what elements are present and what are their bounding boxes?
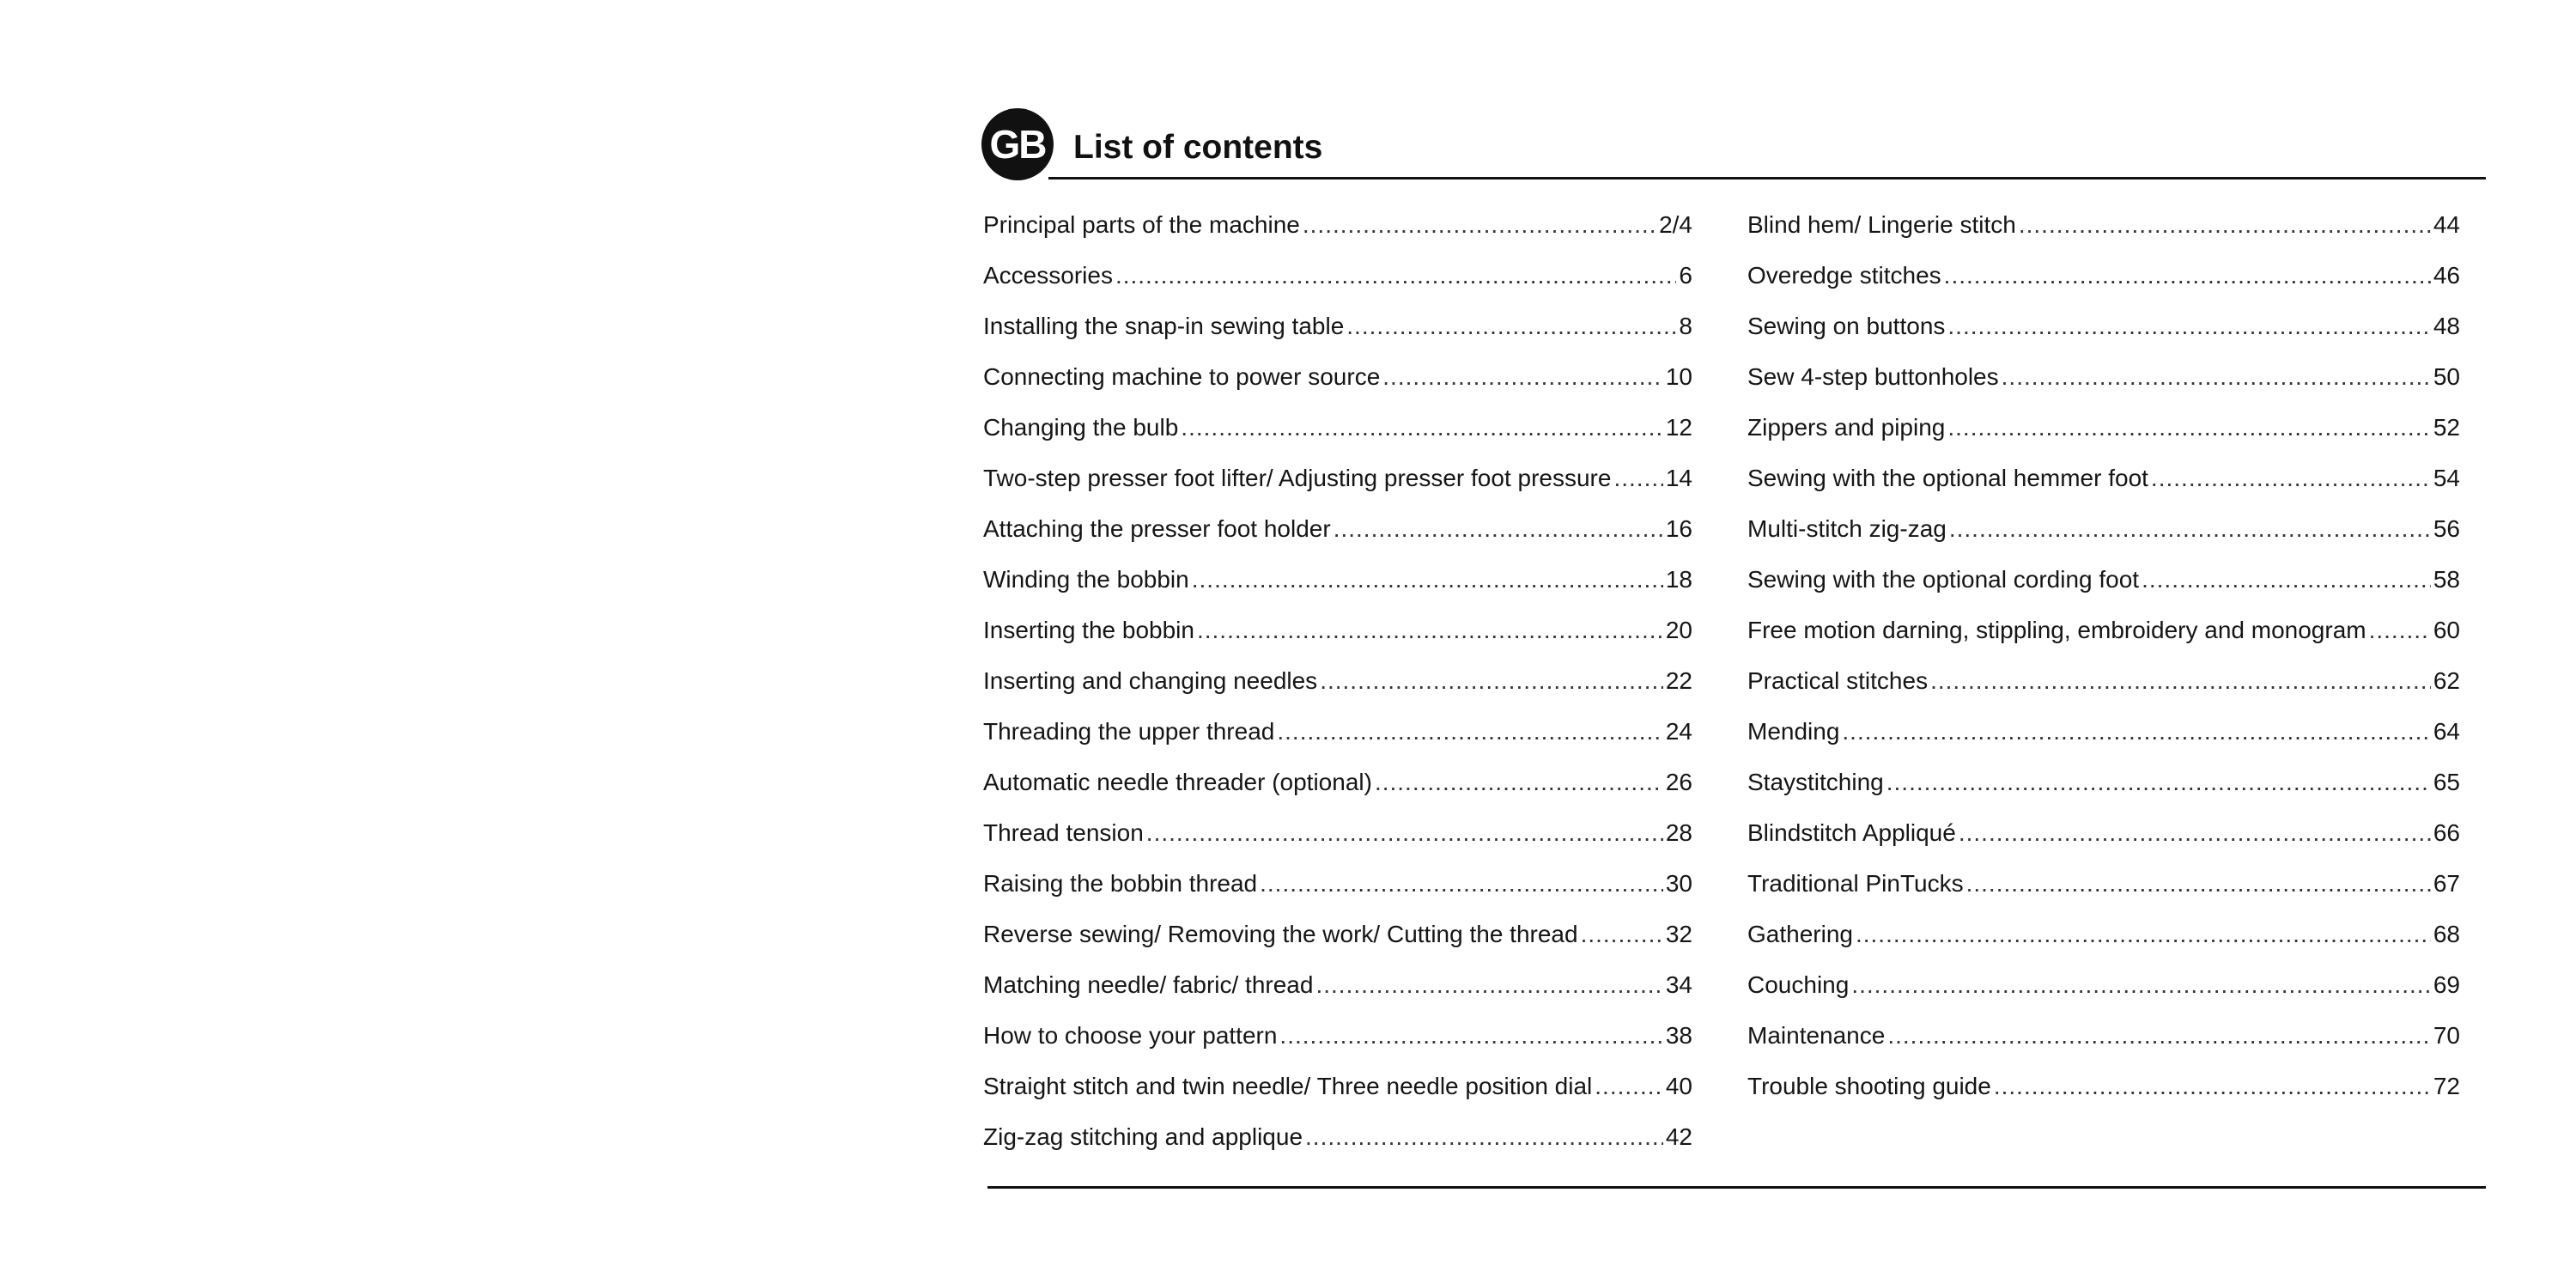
dot-leader xyxy=(1930,660,2431,702)
toc-entry-title: Trouble shooting guide xyxy=(1747,1073,1991,1099)
dot-leader xyxy=(1260,863,1663,904)
toc-entry-title: Blindstitch Appliqué xyxy=(1747,819,1956,846)
toc-entry-page: 16 xyxy=(1665,515,1692,542)
toc-entry-page: 65 xyxy=(2433,769,2460,795)
toc-entry-page: 64 xyxy=(2433,718,2460,745)
dot-leader xyxy=(1959,812,2431,854)
toc-entry xyxy=(983,407,1692,458)
toc-entry xyxy=(983,508,1692,559)
toc-entry-page: 44 xyxy=(2433,211,2460,238)
toc-entry-title: Attaching the presser foot holder xyxy=(983,515,1331,542)
toc-column-left xyxy=(983,204,1692,1167)
toc-entry-page: 20 xyxy=(1665,617,1692,643)
toc-entry-title: Inserting the bobbin xyxy=(983,617,1194,643)
dot-leader xyxy=(1192,559,1663,600)
toc-entry-title: Mending xyxy=(1747,718,1840,745)
dot-leader xyxy=(1944,255,2431,296)
dot-leader xyxy=(1279,1015,1662,1056)
toc-entry-page: 34 xyxy=(1665,971,1692,998)
toc-entry-title: Winding the bobbin xyxy=(983,566,1189,593)
toc-entry-title: Overedge stitches xyxy=(1747,262,1941,289)
dot-leader xyxy=(2019,204,2431,246)
toc-entry-title: Connecting machine to power source xyxy=(983,363,1381,390)
dot-leader xyxy=(1947,407,2430,448)
dot-leader xyxy=(2369,610,2431,651)
toc-entry-title: Matching needle/ fabric/ thread xyxy=(983,971,1314,998)
toc-entry-title: Blind hem/ Lingerie stitch xyxy=(1747,211,2016,238)
toc-entry-title: Raising the bobbin thread xyxy=(983,870,1258,897)
toc-entry-page: 38 xyxy=(1665,1022,1692,1049)
dot-leader xyxy=(1277,711,1662,752)
language-badge: GB xyxy=(981,108,1054,180)
toc-entry-page: 48 xyxy=(2433,313,2460,339)
dot-leader xyxy=(2002,356,2431,398)
toc-entry xyxy=(983,1015,1692,1066)
toc-entry-page: 8 xyxy=(1679,313,1692,339)
toc-entry-page: 40 xyxy=(1665,1073,1692,1099)
toc-entry-page: 30 xyxy=(1665,870,1692,897)
dot-leader xyxy=(1146,812,1663,854)
toc-entry xyxy=(983,711,1692,762)
dot-leader xyxy=(1305,1117,1663,1158)
toc-entry-page: 56 xyxy=(2433,515,2460,542)
toc-entry-title: Changing the bulb xyxy=(983,414,1179,441)
toc-entry xyxy=(1747,508,2460,559)
toc-entry-title: Straight stitch and twin needle/ Three needle position dial xyxy=(983,1073,1593,1099)
dot-leader xyxy=(1320,660,1663,702)
toc-entry-title: Sewing with the optional cording foot xyxy=(1747,566,2140,593)
toc-column-right xyxy=(1747,204,2460,1117)
toc-entry xyxy=(1747,762,2460,812)
toc-entry xyxy=(1747,1015,2460,1066)
toc-entry-page: 66 xyxy=(2433,819,2460,846)
toc-entry-title: Reverse sewing/ Removing the work/ Cutting the thread xyxy=(983,921,1578,947)
toc-entry xyxy=(983,306,1692,356)
toc-entry-page: 72 xyxy=(2433,1073,2460,1099)
toc-entry-title: Inserting and changing needles xyxy=(983,667,1318,694)
toc-entry-title: Threading the upper thread xyxy=(983,718,1275,745)
toc-entry-title: Sew 4-step buttonholes xyxy=(1747,363,1999,390)
toc-entry xyxy=(983,458,1692,508)
toc-entry-title: Multi-stitch zig-zag xyxy=(1747,515,1947,542)
page-title: List of contents xyxy=(1073,129,1323,166)
toc-entry-page: 70 xyxy=(2433,1022,2460,1049)
toc-entry-title: Sewing on buttons xyxy=(1747,313,1946,339)
toc-entry-page: 26 xyxy=(1665,769,1692,795)
toc-entry xyxy=(983,965,1692,1015)
toc-entry xyxy=(1747,407,2460,458)
toc-entry xyxy=(983,1066,1692,1117)
dot-leader xyxy=(1613,458,1662,499)
dot-leader xyxy=(1886,762,2431,803)
dot-leader xyxy=(1949,508,2431,550)
toc-entry xyxy=(983,255,1692,306)
dot-leader xyxy=(1334,508,1663,550)
toc-entry xyxy=(983,1117,1692,1167)
toc-entry xyxy=(1747,965,2460,1015)
toc-entry-page: 12 xyxy=(1665,414,1692,441)
toc-entry-title: Couching xyxy=(1747,971,1850,998)
toc-entry-title: Gathering xyxy=(1747,921,1853,947)
toc-header xyxy=(981,103,2486,182)
dot-leader xyxy=(1382,356,1663,398)
toc-entry-page: 28 xyxy=(1665,819,1692,846)
toc-entry-title: Accessories xyxy=(983,262,1113,289)
toc-entry xyxy=(1747,711,2460,762)
dot-leader xyxy=(1197,610,1663,651)
toc-entry-title: Practical stitches xyxy=(1747,667,1929,694)
toc-entry xyxy=(1747,863,2460,914)
toc-entry-title: How to choose your pattern xyxy=(983,1022,1278,1049)
toc-entry xyxy=(1747,255,2460,306)
toc-entry-page: 69 xyxy=(2433,971,2460,998)
toc-entry xyxy=(1747,812,2460,863)
toc-entry-page: 68 xyxy=(2433,921,2460,947)
toc-entry xyxy=(983,863,1692,914)
dot-leader xyxy=(1303,204,1656,246)
toc-entry-page: 32 xyxy=(1665,921,1692,947)
dot-leader xyxy=(1994,1066,2431,1107)
dot-leader xyxy=(1346,306,1676,347)
toc-entry-title: Maintenance xyxy=(1747,1022,1886,1049)
dot-leader xyxy=(2142,559,2431,600)
dot-leader xyxy=(1581,914,1663,955)
dot-leader xyxy=(1375,762,1663,803)
toc-entry xyxy=(1747,559,2460,610)
header-divider xyxy=(1048,177,2486,180)
toc-entry xyxy=(983,660,1692,711)
toc-entry-page: 62 xyxy=(2433,667,2460,694)
toc-entry xyxy=(1747,1066,2460,1117)
dot-leader xyxy=(1947,306,2430,347)
dot-leader xyxy=(1595,1066,1663,1107)
toc-entry-title: Sewing with the optional hemmer foot xyxy=(1747,465,2148,491)
toc-entry xyxy=(983,812,1692,863)
toc-entry-page: 42 xyxy=(1665,1123,1692,1150)
dot-leader xyxy=(1856,914,2431,955)
toc-entry xyxy=(983,356,1692,407)
toc-entry xyxy=(983,914,1692,965)
toc-entry-page: 6 xyxy=(1679,262,1692,289)
toc-entry-page: 2/4 xyxy=(1659,211,1692,238)
toc-entry xyxy=(1747,660,2460,711)
toc-entry xyxy=(1747,914,2460,965)
toc-entry-page: 58 xyxy=(2433,566,2460,593)
dot-leader xyxy=(1887,1015,2431,1056)
toc-entry-title: Staystitching xyxy=(1747,769,1884,795)
toc-entry-page: 46 xyxy=(2433,262,2460,289)
toc-entry-title: Automatic needle threader (optional) xyxy=(983,769,1372,795)
toc-entry-page: 60 xyxy=(2433,617,2460,643)
toc-entry xyxy=(1747,356,2460,407)
toc-entry-title: Thread tension xyxy=(983,819,1144,846)
dot-leader xyxy=(1851,965,2431,1006)
dot-leader xyxy=(1181,407,1663,448)
toc-entry-page: 14 xyxy=(1665,465,1692,491)
toc-entry xyxy=(1747,610,2460,660)
toc-entry-page: 22 xyxy=(1665,667,1692,694)
toc-entry xyxy=(983,559,1692,610)
dot-leader xyxy=(1315,965,1662,1006)
toc-entry xyxy=(1747,458,2460,508)
toc-entry-page: 50 xyxy=(2433,363,2460,390)
toc-entry-page: 54 xyxy=(2433,465,2460,491)
toc-entry xyxy=(983,204,1692,255)
dot-leader xyxy=(1115,255,1676,296)
toc-entry-page: 24 xyxy=(1665,718,1692,745)
footer-divider xyxy=(987,1186,2486,1189)
toc-entry-title: Principal parts of the machine xyxy=(983,211,1300,238)
toc-entry xyxy=(983,610,1692,660)
toc-entry-title: Free motion darning, stippling, embroidery and monogram xyxy=(1747,617,2366,643)
toc-entry-page: 18 xyxy=(1665,566,1692,593)
dot-leader xyxy=(2151,458,2431,499)
toc-entry-page: 10 xyxy=(1665,363,1692,390)
toc-entry-title: Two-step presser foot lifter/ Adjusting presser foot pressure xyxy=(983,465,1612,491)
toc-entry-page: 67 xyxy=(2433,870,2460,897)
toc-entry xyxy=(983,762,1692,812)
dot-leader xyxy=(1966,863,2431,904)
toc-entry-page: 52 xyxy=(2433,414,2460,441)
toc-entry-title: Zig-zag stitching and applique xyxy=(983,1123,1303,1150)
toc-entry xyxy=(1747,306,2460,356)
toc-entry-title: Zippers and piping xyxy=(1747,414,1946,441)
dot-leader xyxy=(1842,711,2430,752)
toc-entry-title: Installing the snap-in sewing table xyxy=(983,313,1345,339)
toc-entry-title: Traditional PinTucks xyxy=(1747,870,1964,897)
toc-entry xyxy=(1747,204,2460,255)
